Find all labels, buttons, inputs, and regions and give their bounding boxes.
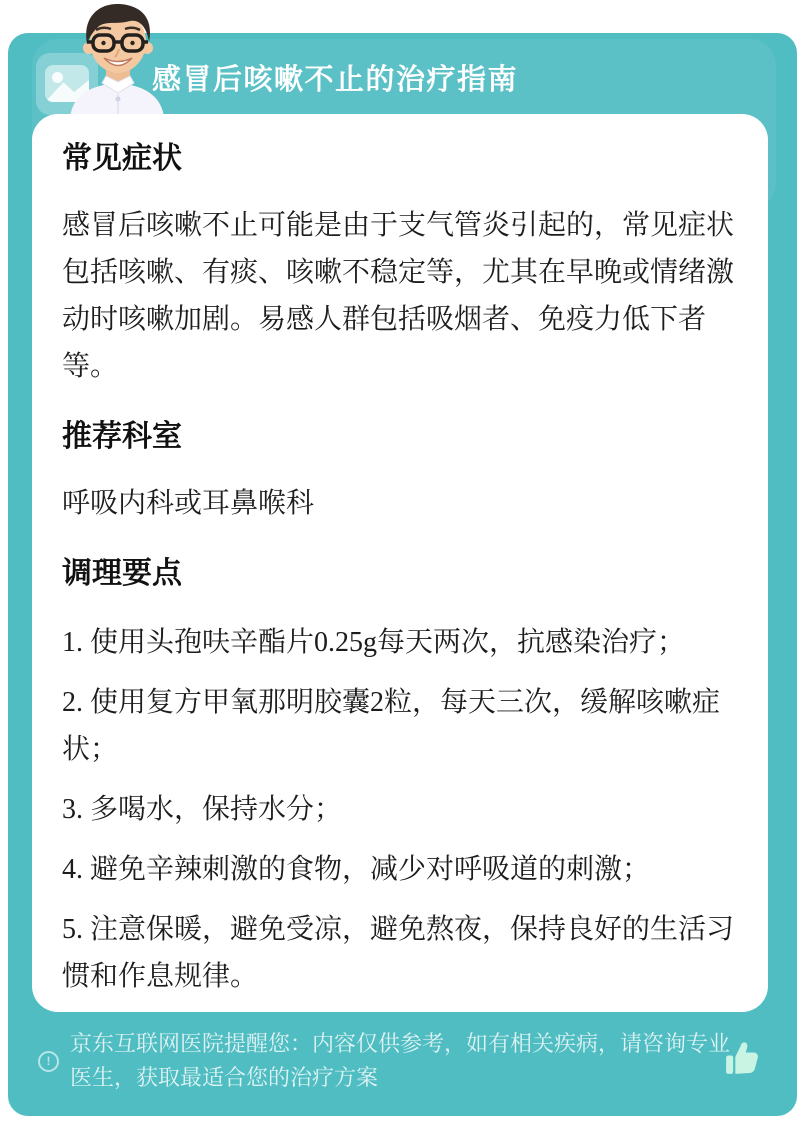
info-icon: ! xyxy=(38,1051,59,1072)
disclaimer-footer xyxy=(38,1027,738,1095)
care-list-item: 2. 使用复方甲氧那明胶囊2粒，每天三次，缓解咳嗽症状； xyxy=(62,687,721,765)
section-heading-care: 调理要点 xyxy=(62,557,182,590)
page-title: 感冒后咳嗽不止的治疗指南 xyxy=(152,64,519,96)
care-list-item: 1. 使用头孢呋辛酯片0.25g每天两次，抗感染治疗； xyxy=(62,627,686,658)
thumbs-up-icon[interactable] xyxy=(720,1038,762,1080)
care-list-item: 5. 注意保暖，避免受凉，避免熬夜，保持良好的生活习惯和作息规律。 xyxy=(62,914,735,992)
symptoms-paragraph: 感冒后咳嗽不止可能是由于支气管炎引起的，常见症状包括咳嗽、有痰、咳嗽不稳定等，尤其在早晚或情绪激动时咳嗽加剧。易感人群包括吸烟者、免疫力低下者等。 xyxy=(62,210,735,382)
disclaimer-text: 京东互联网医院提醒您：内容仅供参考，如有相关疾病，请咨询专业医生，获取最适合您的治疗方案 xyxy=(70,1031,731,1090)
care-list-item: 4. 避免辛辣刺激的食物，减少对呼吸道的刺激； xyxy=(62,854,651,885)
section-heading-symptoms: 常见症状 xyxy=(62,142,182,175)
department-paragraph: 呼吸内科或耳鼻喉科 xyxy=(62,488,315,519)
teal-container xyxy=(8,33,797,1116)
section-heading-department: 推荐科室 xyxy=(62,420,182,453)
content-card xyxy=(32,114,768,1012)
care-list-item: 3. 多喝水，保持水分； xyxy=(62,794,343,825)
